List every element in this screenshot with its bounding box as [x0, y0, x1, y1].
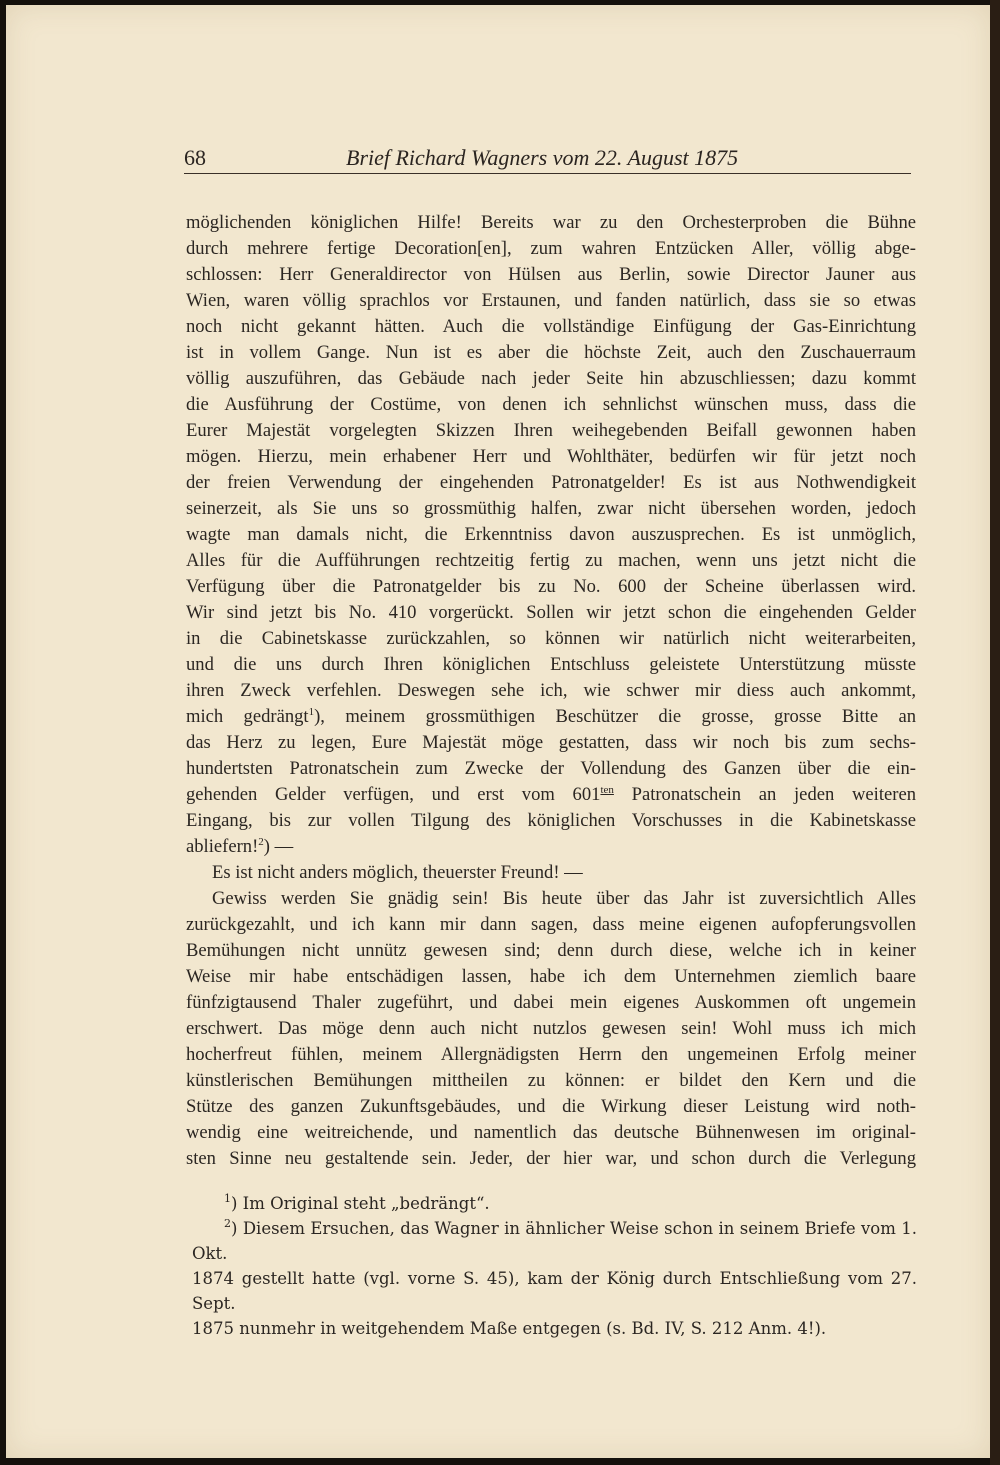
- text-line: seinerzeit, als Sie uns so grossmüthig halfen, zwar nicht übersehen worden, jedoch: [186, 498, 916, 519]
- text-fragment: mich gedrängt: [186, 706, 309, 727]
- text-line: fünfzigtausend Thaler zugeführt, und dabei mein eigenes Auskommen oft ungemein: [186, 992, 916, 1013]
- footnote-marker: 2: [224, 1217, 231, 1230]
- text-line: mögen. Hierzu, mein erhabener Herr und Wohlthäter, bedürfen wir für jetzt noch: [186, 446, 916, 467]
- text-line: zurückgezahlt, und ich kann mir dann sagen, dass meine eigenen aufopferungsvollen: [186, 914, 916, 935]
- text-line: erschwert. Das möge denn auch nicht nutzlos gewesen sein! Wohl muss ich mich: [186, 1018, 916, 1039]
- text-line: ihren Zweck verfehlen. Deswegen sehe ich, wie schwer mir diess auch ankommt,: [186, 680, 916, 701]
- body-text: [186, 210, 916, 1172]
- text-line: durch mehrere fertige Decoration[en], zum wahren Entzücken Aller, völlig abge-: [186, 238, 916, 259]
- text-line: [186, 704, 916, 730]
- footnote-line: 1875 nunmehr in weitgehendem Maße entgegen (s. Bd. IV, S. 212 Anm. 4!).: [192, 1319, 827, 1338]
- text-fragment: abliefern!: [186, 836, 259, 857]
- text-line: schlossen: Herr Generaldirector von Hülsen aus Berlin, sowie Director Jauner aus: [186, 264, 916, 285]
- text-line: [186, 834, 916, 860]
- text-line: Alles für die Aufführungen rechtzeitig fertig zu machen, wenn uns jetzt nicht die: [186, 550, 916, 571]
- text-line: künstlerischen Bemühungen mittheilen zu können: er bildet den Kern und die: [186, 1070, 916, 1091]
- text-line: in die Cabinetskasse zurückzahlen, so können wir natürlich nicht weiterarbeiten,: [186, 628, 916, 649]
- paragraph-3: [186, 886, 916, 1172]
- footnote-2: [192, 1216, 917, 1266]
- footnote-text: ) Im Original steht „bedrängt“.: [231, 1194, 490, 1213]
- text-line: Wien, waren völlig sprachlos vor Erstaunen, und fanden natürlich, dass sie so etwas: [186, 290, 916, 311]
- text-fragment: Patronatschein an jeden weiteren: [613, 784, 916, 805]
- text-line: Verfügung über die Patronatgelder bis zu No. 600 der Scheine überlassen wird.: [186, 576, 916, 597]
- paragraph-1: [186, 210, 916, 860]
- footnote-reference-2: 2: [258, 836, 264, 848]
- text-line: Weise mir habe entschädigen lassen, habe ich dem Unternehmen ziemlich baare: [186, 966, 916, 987]
- text-line: möglichenden königlichen Hilfe! Bereits war zu den Orchesterproben die Bühne: [186, 212, 916, 233]
- text-fragment: ), meinem grossmüthigen Beschützer die grosse, grosse Bitte an: [314, 706, 916, 727]
- text-line: die Ausführung der Costüme, von denen ich sehnlichst wünschen muss, dass die: [186, 394, 916, 415]
- text-line: Gewiss werden Sie gnädig sein! Bis heute über das Jahr ist zuversichtlich Alles: [212, 888, 916, 909]
- text-line: Wir sind jetzt bis No. 410 vorgerückt. Sollen wir jetzt schon die eingehenden Gelder: [186, 602, 916, 623]
- text-line: wagte man damals nicht, die Erkenntniss davon auszusprechen. Es ist unmöglich,: [186, 524, 916, 545]
- book-page: [6, 5, 990, 1458]
- footnote-line: 1874 gestellt hatte (vgl. vorne S. 45), kam der König durch Entschließung vom 27. Sept.: [192, 1269, 917, 1313]
- running-title: Brief Richard Wagners vom 22. August 1875: [346, 145, 739, 170]
- footnote-marker: 1: [224, 1192, 231, 1205]
- page-number: 68: [184, 145, 206, 170]
- footnote-text: ) Diesem Ersuchen, das Wagner in ähnlicher Weise schon in seinem Briefe vom 1. Okt.: [192, 1219, 917, 1263]
- text-line: sten Sinne neu gestaltende sein. Jeder, der hier war, und schon durch die Verlegung: [186, 1148, 916, 1169]
- paragraph-2: Es ist nicht anders möglich, theuerster Freund! —: [212, 862, 583, 883]
- text-line: ist in vollem Gange. Nun ist es aber die höchste Zeit, auch den Zuschauerraum: [186, 342, 916, 363]
- text-line: noch nicht gekannt hätten. Auch die vollständige Einfügung der Gas-Einrichtung: [186, 316, 916, 337]
- footnote-1: [192, 1191, 917, 1216]
- text-line: Eurer Majestät vorgelegten Skizzen Ihren weihegebenden Beifall gewonnen haben: [186, 420, 916, 441]
- text-line: der freien Verwendung der eingehenden Patronatgelder! Es ist aus Nothwendigkeit: [186, 472, 916, 493]
- text-fragment: gehenden Gelder verfügen, und erst vom 601: [186, 784, 601, 805]
- text-line: Eingang, bis zur vollen Tilgung des königlichen Vorschusses in die Kabinetskasse: [186, 810, 916, 831]
- text-line: Bemühungen nicht unnütz gewesen sind; denn durch diese, welche ich in keiner: [186, 940, 916, 961]
- footnotes: [192, 1191, 917, 1341]
- page-header: [184, 143, 911, 174]
- footnote-reference-1: 1: [308, 706, 315, 718]
- text-line: hundertsten Patronatschein zum Zwecke der Vollendung des Ganzen über die ein-: [186, 758, 916, 779]
- text-line: hocherfreut fühlen, meinem Allergnädigsten Herrn den ungemeinen Erfolg meiner: [186, 1044, 916, 1065]
- book-edge: [990, 0, 1000, 1465]
- text-line: und die uns durch Ihren königlichen Entschluss geleistete Unterstützung müsste: [186, 654, 916, 675]
- text-line: völlig auszuführen, das Gebäude nach jeder Seite hin abzuschliessen; dazu kommt: [186, 368, 916, 389]
- ordinal-suffix: ten: [600, 784, 614, 796]
- text-fragment: ) —: [263, 836, 294, 857]
- text-line: [186, 782, 916, 808]
- text-line: Stütze des ganzen Zukunftsgebäudes, und die Wirkung dieser Leistung wird noth-: [186, 1096, 916, 1117]
- text-line: das Herz zu legen, Eure Majestät möge gestatten, dass wir noch bis zum sechs-: [186, 732, 916, 753]
- text-line: wendig eine weitreichende, und namentlich das deutsche Bühnenwesen im original-: [186, 1122, 916, 1143]
